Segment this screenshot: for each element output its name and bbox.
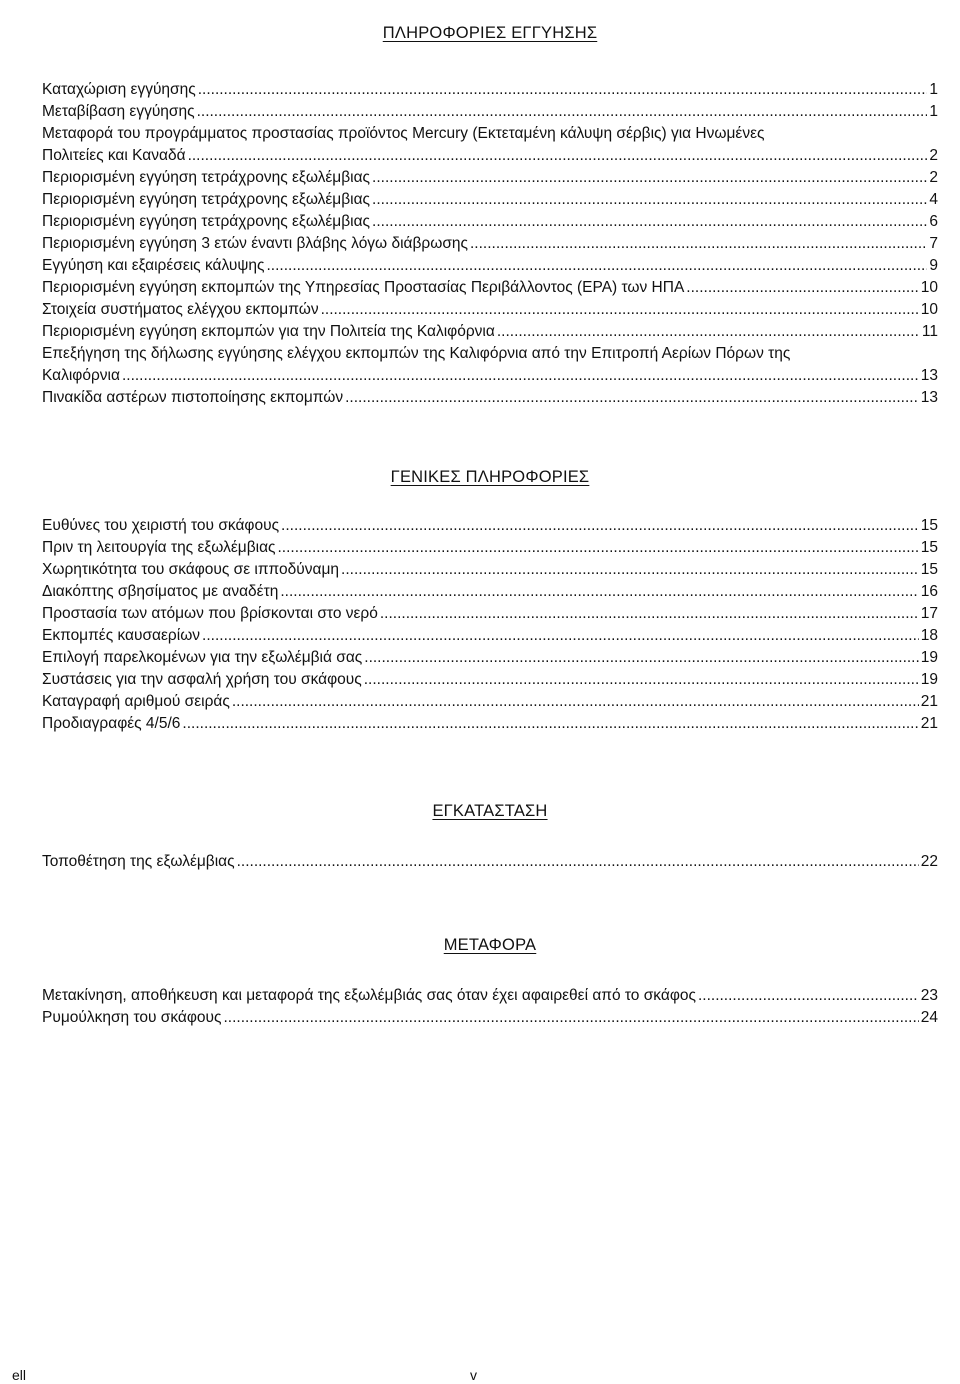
toc-entry-page: 4 bbox=[929, 191, 938, 208]
section-installation bbox=[42, 802, 938, 873]
toc-entry-title: Περιορισμένη εγγύηση τετράχρονης εξωλέμβιας bbox=[42, 169, 371, 186]
toc-entry[interactable] bbox=[42, 581, 938, 603]
toc-entry-page: 9 bbox=[929, 257, 938, 274]
dot-leader bbox=[698, 985, 919, 1007]
dot-leader bbox=[223, 1007, 918, 1029]
toc-entry-title: Συστάσεις για την ασφαλή χρήση του σκάφους bbox=[42, 671, 362, 688]
toc-entry-title: Ευθύνες του χειριστή του σκάφους bbox=[42, 517, 280, 534]
toc-entry-page: 11 bbox=[921, 323, 938, 340]
toc-list bbox=[42, 515, 938, 735]
toc-entry[interactable] bbox=[42, 343, 938, 387]
toc-entry-page: 18 bbox=[920, 627, 938, 644]
toc-entry-title: Καταχώριση εγγύησης bbox=[42, 81, 196, 98]
toc-entry[interactable] bbox=[42, 603, 938, 625]
toc-entry[interactable] bbox=[42, 189, 938, 211]
dot-leader bbox=[364, 669, 919, 691]
toc-entry-page: 2 bbox=[929, 147, 938, 164]
dot-leader bbox=[341, 559, 919, 581]
dot-leader bbox=[266, 255, 927, 277]
toc-entry-title: Καλιφόρνια bbox=[42, 367, 120, 384]
dot-leader bbox=[372, 189, 927, 211]
section-general-info bbox=[42, 468, 938, 735]
toc-entry[interactable] bbox=[42, 123, 938, 167]
toc-entry-title: Καταγραφή αριθμού σειράς bbox=[42, 693, 230, 710]
toc-entry[interactable] bbox=[42, 211, 938, 233]
dot-leader bbox=[202, 625, 919, 647]
toc-entry-page: 13 bbox=[920, 389, 938, 406]
section-heading: ΜΕΤΑΦΟΡΑ bbox=[443, 936, 537, 954]
dot-leader bbox=[122, 365, 919, 387]
toc-entry-title: Προδιαγραφές 4/5/6 bbox=[42, 715, 181, 732]
toc-entry[interactable] bbox=[42, 669, 938, 691]
toc-entry-title: Περιορισμένη εγγύηση εκπομπών της Υπηρεσίας Προστασίας Περιβάλλοντος (EPA) των ΗΠΑ bbox=[42, 279, 685, 296]
toc-entry-page: 17 bbox=[920, 605, 938, 622]
toc-entry-title: Εγγύηση και εξαιρέσεις κάλυψης bbox=[42, 257, 265, 274]
toc-entry-title: Τοποθέτηση της εξωλέμβιας bbox=[42, 853, 235, 870]
section-warranty-info bbox=[42, 24, 938, 409]
toc-entry-title: Ρυμούλκηση του σκάφους bbox=[42, 1009, 222, 1026]
toc-list bbox=[42, 79, 938, 409]
toc-entry-title: Εκπομπές καυσαερίων bbox=[42, 627, 201, 644]
toc-entry[interactable] bbox=[42, 985, 938, 1007]
toc-entry-page: 21 bbox=[920, 693, 938, 710]
section-heading: ΓΕΝΙΚΕΣ ΠΛΗΡΟΦΟΡΙΕΣ bbox=[390, 468, 590, 486]
toc-entry[interactable] bbox=[42, 299, 938, 321]
toc-entry-page: 16 bbox=[920, 583, 938, 600]
toc-entry[interactable] bbox=[42, 79, 938, 101]
toc-entry-page: 24 bbox=[920, 1009, 938, 1026]
toc-entry-title: Επιλογή παρελκομένων για την εξωλέμβιά σας bbox=[42, 649, 363, 666]
toc-entry-page: 2 bbox=[929, 169, 938, 186]
dot-leader bbox=[321, 299, 919, 321]
footer-left-text: ell bbox=[12, 1367, 27, 1383]
toc-entry-title: Πολιτείες και Καναδά bbox=[42, 147, 186, 164]
dot-leader bbox=[182, 713, 918, 735]
toc-entry[interactable] bbox=[42, 277, 938, 299]
toc-entry-page: 13 bbox=[920, 367, 938, 384]
toc-entry-title: Περιορισμένη εγγύηση εκπομπών για την Πολιτεία της Καλιφόρνια bbox=[42, 323, 495, 340]
toc-entry-title: Διακόπτης σβησίματος με αναδέτη bbox=[42, 583, 279, 600]
toc-entry-title: Στοιχεία συστήματος ελέγχου εκπομπών bbox=[42, 301, 319, 318]
toc-entry[interactable] bbox=[42, 537, 938, 559]
dot-leader bbox=[278, 537, 919, 559]
toc-entry-page: 23 bbox=[920, 987, 938, 1004]
toc-entry[interactable] bbox=[42, 559, 938, 581]
toc-entry[interactable] bbox=[42, 713, 938, 735]
toc-entry-title: Πινακίδα αστέρων πιστοποίησης εκπομπών bbox=[42, 389, 344, 406]
dot-leader bbox=[280, 581, 918, 603]
toc-entry-title: Προστασία των ατόμων που βρίσκονται στο νερό bbox=[42, 605, 378, 622]
toc-entry-title: Μεταβίβαση εγγύησης bbox=[42, 103, 195, 120]
toc-list bbox=[42, 851, 938, 873]
toc-entry-title: Μετακίνηση, αποθήκευση και μεταφορά της εξωλέμβιάς σας όταν έχει αφαιρεθεί από το σκάφος bbox=[42, 987, 696, 1004]
dot-leader bbox=[686, 277, 918, 299]
toc-entry-title-line1: Μεταφορά του προγράμματος προστασίας προϊόντος Mercury (Εκτεταμένη κάλυψη σέρβις) για Ηνωμένες bbox=[42, 125, 765, 142]
section-heading: ΕΓΚΑΤΑΣΤΑΣΗ bbox=[432, 802, 548, 820]
section-heading: ΠΛΗΡΟΦΟΡΙΕΣ ΕΓΓΥΗΣΗΣ bbox=[382, 24, 598, 42]
section-transport bbox=[42, 936, 938, 1029]
dot-leader bbox=[497, 321, 920, 343]
toc-entry-page: 10 bbox=[920, 279, 938, 296]
toc-entry-title: Περιορισμένη εγγύηση τετράχρονης εξωλέμβιας bbox=[42, 213, 371, 230]
toc-entry-page: 19 bbox=[920, 671, 938, 688]
toc-entry[interactable] bbox=[42, 167, 938, 189]
toc-entry[interactable] bbox=[42, 691, 938, 713]
dot-leader bbox=[188, 145, 928, 167]
toc-entry[interactable] bbox=[42, 321, 938, 343]
toc-entry-page: 15 bbox=[920, 517, 938, 534]
toc-entry-page: 19 bbox=[920, 649, 938, 666]
toc-entry[interactable] bbox=[42, 515, 938, 537]
dot-leader bbox=[470, 233, 927, 255]
toc-entry-title: Περιορισμένη εγγύηση 3 ετών έναντι βλάβης λόγω διάβρωσης bbox=[42, 235, 468, 252]
footer-center-text: v bbox=[470, 1367, 477, 1383]
toc-entry[interactable] bbox=[42, 387, 938, 409]
dot-leader bbox=[345, 387, 919, 409]
toc-entry-title: Χωρητικότητα του σκάφους σε ιπποδύναμη bbox=[42, 561, 340, 578]
dot-leader bbox=[198, 79, 928, 101]
dot-leader bbox=[364, 647, 918, 669]
toc-entry[interactable] bbox=[42, 851, 938, 873]
toc-entry-page: 7 bbox=[929, 235, 938, 252]
toc-entry[interactable] bbox=[42, 1007, 938, 1029]
toc-entry-title-line1: Επεξήγηση της δήλωσης εγγύησης ελέγχου εκπομπών της Καλιφόρνια από την Επιτροπή Αερίων Πόρων της bbox=[42, 345, 791, 362]
toc-entry-page: 22 bbox=[920, 853, 938, 870]
toc-entry-page: 6 bbox=[929, 213, 938, 230]
dot-leader bbox=[380, 603, 919, 625]
toc-entry[interactable] bbox=[42, 255, 938, 277]
toc-entry-title: Περιορισμένη εγγύηση τετράχρονης εξωλέμβιας bbox=[42, 191, 371, 208]
toc-entry-page: 21 bbox=[920, 715, 938, 732]
toc-entry[interactable] bbox=[42, 101, 938, 123]
toc-entry[interactable] bbox=[42, 647, 938, 669]
dot-leader bbox=[372, 167, 927, 189]
toc-entry-page: 15 bbox=[920, 561, 938, 578]
toc-entry[interactable] bbox=[42, 625, 938, 647]
dot-leader bbox=[232, 691, 919, 713]
dot-leader bbox=[281, 515, 919, 537]
toc-entry-page: 1 bbox=[929, 103, 938, 120]
toc-list bbox=[42, 985, 938, 1029]
toc-entry[interactable] bbox=[42, 233, 938, 255]
toc-entry-page: 10 bbox=[920, 301, 938, 318]
toc-entry-page: 1 bbox=[929, 81, 938, 98]
dot-leader bbox=[197, 101, 928, 123]
toc-entry-page: 15 bbox=[920, 539, 938, 556]
dot-leader bbox=[372, 211, 927, 233]
toc-entry-title: Πριν τη λειτουργία της εξωλέμβιας bbox=[42, 539, 276, 556]
dot-leader bbox=[237, 851, 919, 873]
